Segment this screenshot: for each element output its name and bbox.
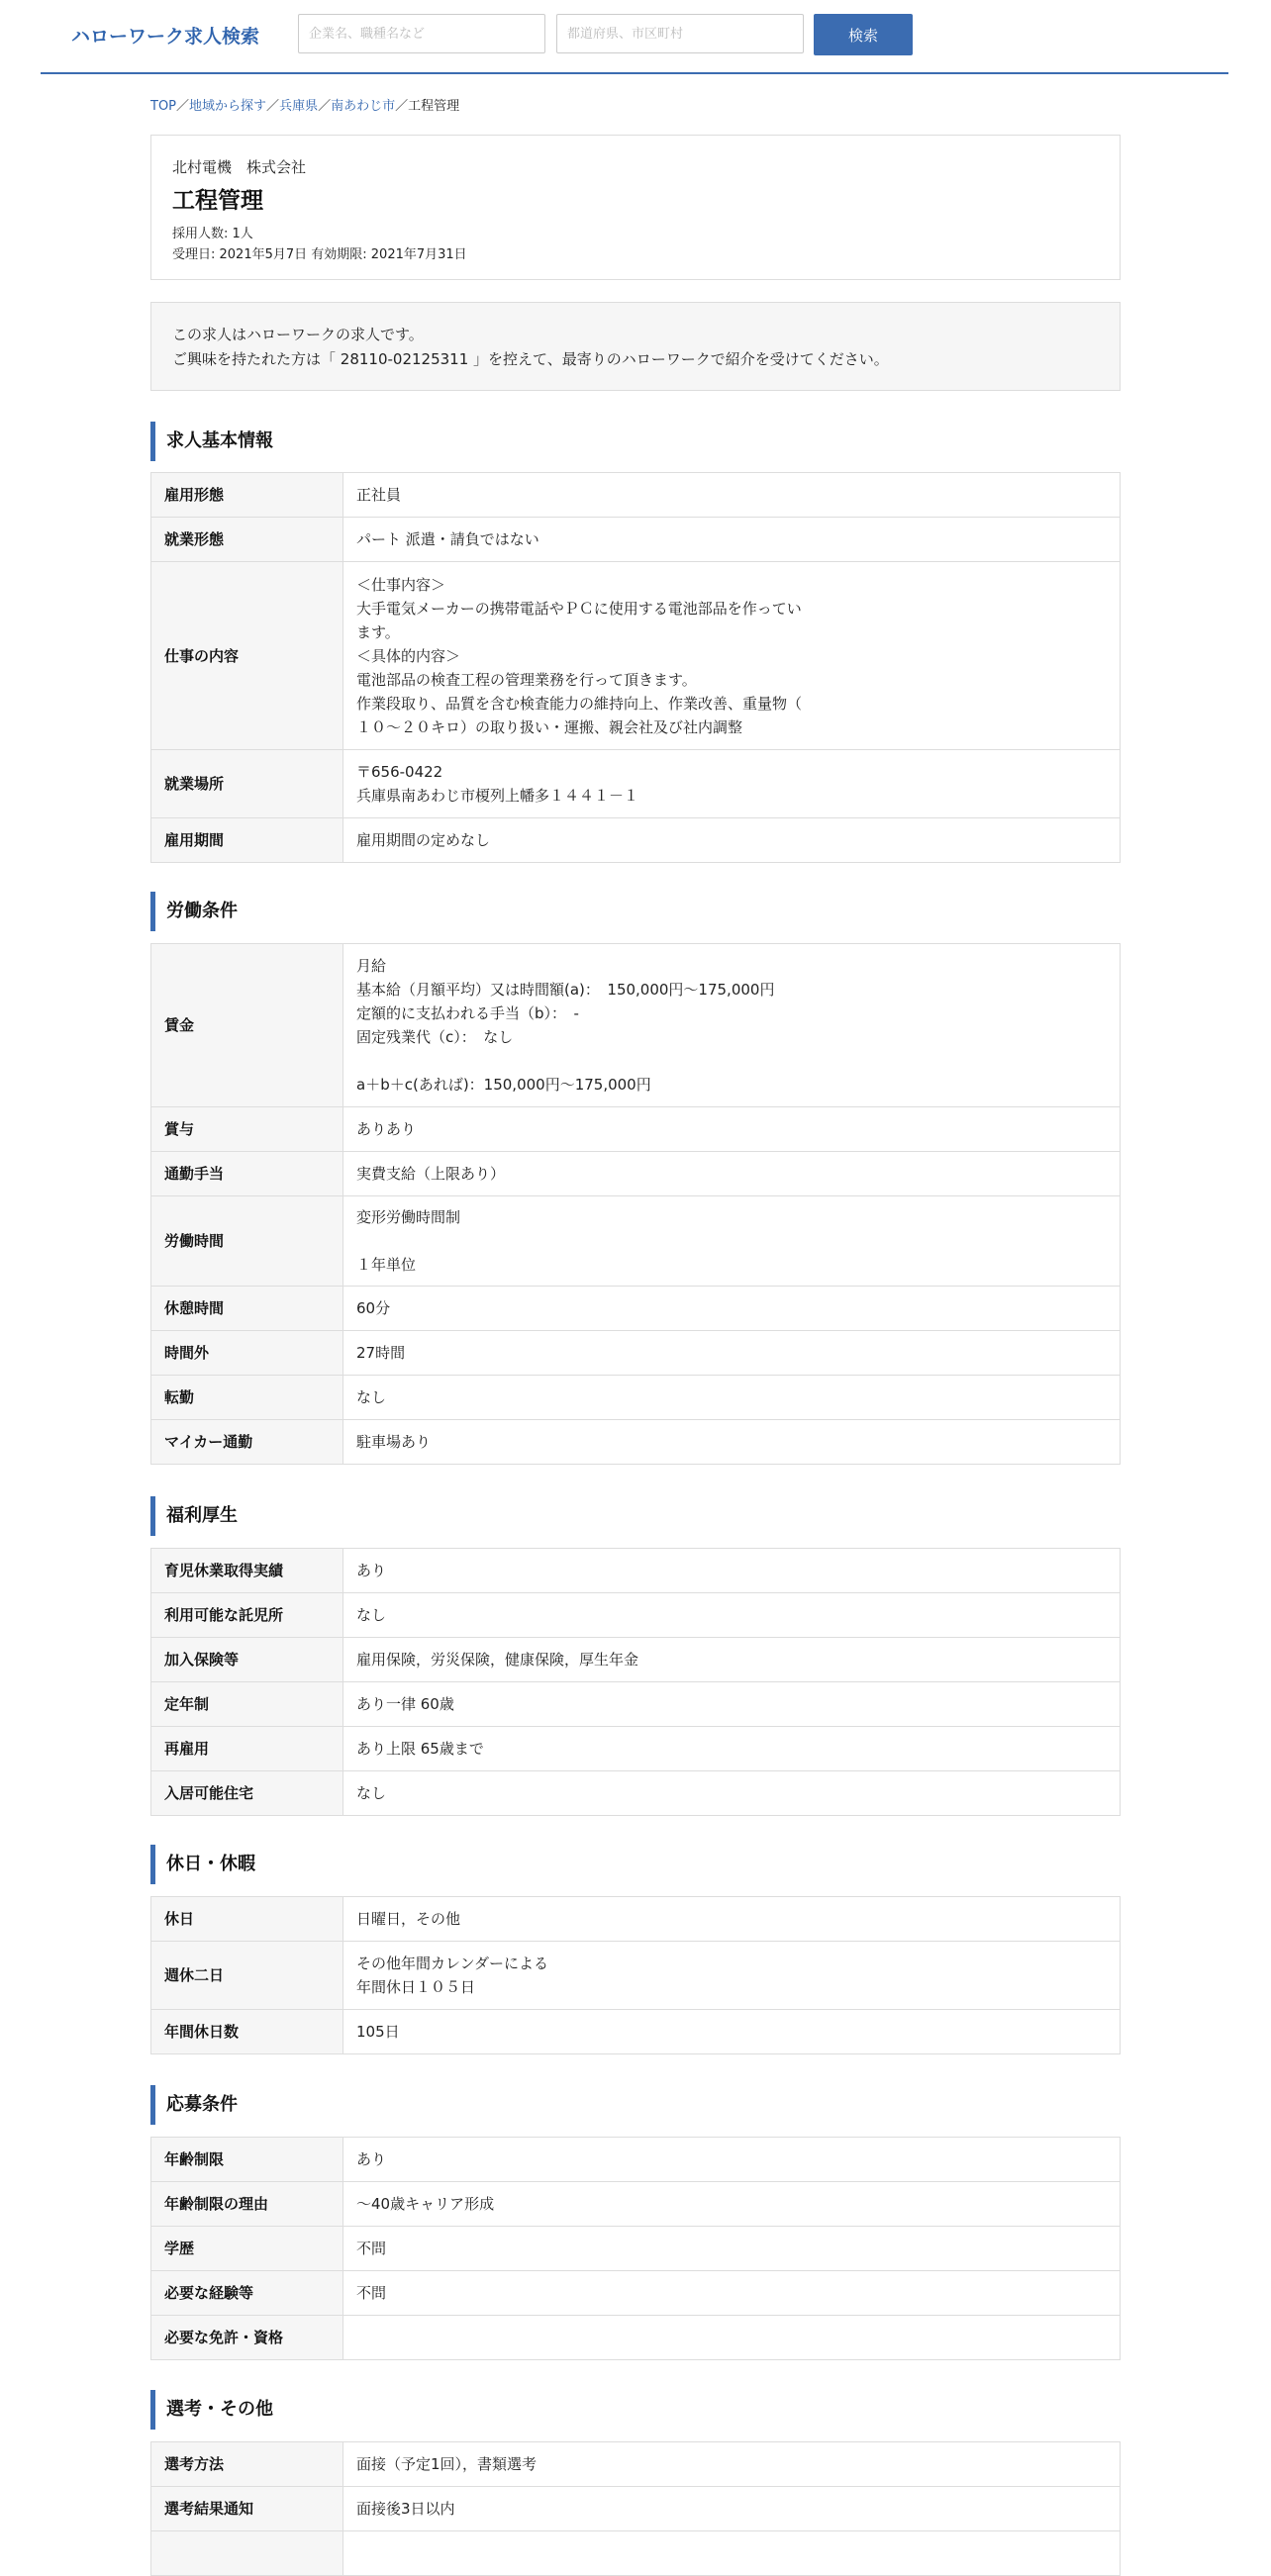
row-label: 賞与 [151, 1107, 343, 1152]
breadcrumb-separator: ／ [176, 99, 190, 114]
row-label: 選考方法 [151, 2442, 343, 2487]
table-row [151, 1107, 1121, 1152]
site-logo[interactable]: ハローワーク求人検索 [71, 26, 260, 48]
row-value: 雇用期間の定めなし [343, 818, 1121, 863]
row-value: あり一律 60歳 [343, 1682, 1121, 1727]
table-row [151, 1897, 1121, 1942]
breadcrumb-separator: ／ [395, 99, 409, 114]
working-conditions-table [150, 943, 1121, 1465]
row-value: 不問 [343, 2271, 1121, 2316]
breadcrumb-city[interactable]: 南あわじ市 [331, 99, 396, 114]
section-heading-holidays: 休日・休暇 [150, 1845, 447, 1884]
search-button[interactable]: 検索 [814, 14, 913, 55]
row-value: 実費支給（上限あり） [343, 1152, 1121, 1196]
row-value: 駐車場あり [343, 1420, 1121, 1465]
table-row [151, 944, 1121, 1107]
row-label: 転勤 [151, 1376, 343, 1420]
selection-table [150, 2441, 1121, 2576]
table-row [151, 2010, 1121, 2054]
posting-dates: 受理日: 2021年5月7日 有効期限: 2021年7月31日 [172, 247, 467, 262]
table-row [151, 1331, 1121, 1376]
basic-info-table [150, 472, 1121, 863]
hellowork-notice [150, 302, 1121, 391]
row-value: あり上限 65歳まで [343, 1727, 1121, 1771]
row-label: 週休二日 [151, 1942, 343, 2010]
table-row [151, 1771, 1121, 1816]
row-label: 年齢制限 [151, 2138, 343, 2182]
table-row [151, 2531, 1121, 2576]
row-value: 正社員 [343, 473, 1121, 518]
section-heading-application-requirements: 応募条件 [150, 2085, 447, 2125]
breadcrumb-separator: ／ [318, 99, 332, 114]
row-label: 入居可能住宅 [151, 1771, 343, 1816]
table-row [151, 562, 1121, 750]
breadcrumb [150, 95, 459, 114]
row-label: 定年制 [151, 1682, 343, 1727]
row-value [343, 2531, 1121, 2576]
table-row [151, 2487, 1121, 2531]
breadcrumb-top[interactable]: TOP [150, 99, 177, 114]
job-title: 工程管理 [172, 188, 263, 214]
site-header [41, 0, 1228, 74]
table-row [151, 1682, 1121, 1727]
hire-count: 採用人数: 1人 [172, 227, 253, 241]
row-value: あり [343, 1549, 1121, 1593]
table-row [151, 1152, 1121, 1196]
row-label: 学歴 [151, 2227, 343, 2271]
row-value [343, 2316, 1121, 2360]
row-value: 〜40歳キャリア形成 [343, 2182, 1121, 2227]
row-label: 通勤手当 [151, 1152, 343, 1196]
row-value: 60分 [343, 1287, 1121, 1331]
row-label: 年齢制限の理由 [151, 2182, 343, 2227]
breadcrumb-separator: ／ [266, 99, 280, 114]
table-row [151, 818, 1121, 863]
application-requirements-table [150, 2137, 1121, 2360]
section-heading-selection: 選考・その他 [150, 2390, 447, 2430]
row-value: 面接後3日以内 [343, 2487, 1121, 2531]
notice-line-2: ご興味を持たれた方は「 28110-02125311 」を控えて、最寄りのハローワークで紹介を受けてください。 [172, 350, 889, 368]
benefits-table [150, 1548, 1121, 1816]
row-value: 日曜日，その他 [343, 1897, 1121, 1942]
row-value: なし [343, 1593, 1121, 1638]
row-label: 加入保険等 [151, 1638, 343, 1682]
table-row [151, 2182, 1121, 2227]
row-label: 休日 [151, 1897, 343, 1942]
row-value: その他年間カレンダーによる 年間休日１０５日 [343, 1942, 1121, 2010]
holidays-table [150, 1896, 1121, 2054]
row-label: 時間外 [151, 1331, 343, 1376]
section-heading-benefits: 福利厚生 [150, 1496, 447, 1536]
table-row [151, 750, 1121, 818]
table-row [151, 473, 1121, 518]
table-row [151, 1376, 1121, 1420]
row-label: 賃金 [151, 944, 343, 1107]
row-label: 再雇用 [151, 1727, 343, 1771]
row-value: 変形労働時間制 １年単位 [343, 1196, 1121, 1287]
table-row [151, 2227, 1121, 2271]
table-row [151, 1942, 1121, 2010]
row-value: 105日 [343, 2010, 1121, 2054]
table-row [151, 2442, 1121, 2487]
row-value: 〒656-0422 兵庫県南あわじ市榎列上幡多１４４１－１ [343, 750, 1121, 818]
table-row [151, 1638, 1121, 1682]
row-label: 必要な免許・資格 [151, 2316, 343, 2360]
row-label: 選考結果通知 [151, 2487, 343, 2531]
row-value: 27時間 [343, 1331, 1121, 1376]
row-value: パート 派遣・請負ではない [343, 518, 1121, 562]
row-label: 労働時間 [151, 1196, 343, 1287]
row-label: 就業形態 [151, 518, 343, 562]
row-label: 雇用形態 [151, 473, 343, 518]
row-label: 就業場所 [151, 750, 343, 818]
row-value: 月給 基本給（月額平均）又は時間額(a)： 150,000円〜175,000円 定額的に支払われる手当（b）： - 固定残業代（c）： なし a＋b＋c(あれば)：150,000円〜175,000円 [343, 944, 1121, 1107]
row-label: 利用可能な託児所 [151, 1593, 343, 1638]
row-value: 不問 [343, 2227, 1121, 2271]
table-row [151, 1287, 1121, 1331]
table-row [151, 2138, 1121, 2182]
row-value: 面接（予定1回），書類選考 [343, 2442, 1121, 2487]
row-value: ありあり [343, 1107, 1121, 1152]
job-summary-card [150, 135, 1121, 280]
row-label: 育児休業取得実績 [151, 1549, 343, 1593]
breadcrumb-region[interactable]: 地域から探す [189, 99, 267, 114]
table-row [151, 1593, 1121, 1638]
row-label: 必要な経験等 [151, 2271, 343, 2316]
location-search-input[interactable] [556, 14, 804, 53]
table-row [151, 518, 1121, 562]
breadcrumb-current: 工程管理 [408, 99, 460, 114]
table-row [151, 1420, 1121, 1465]
row-value: なし [343, 1771, 1121, 1816]
table-row [151, 1549, 1121, 1593]
table-row [151, 1727, 1121, 1771]
row-label: 雇用期間 [151, 818, 343, 863]
table-row [151, 2316, 1121, 2360]
row-label: マイカー通勤 [151, 1420, 343, 1465]
table-row [151, 2271, 1121, 2316]
keyword-search-input[interactable] [298, 14, 545, 53]
row-value: なし [343, 1376, 1121, 1420]
section-heading-basic-info: 求人基本情報 [150, 422, 447, 461]
breadcrumb-prefecture[interactable]: 兵庫県 [279, 99, 319, 114]
section-heading-working-conditions: 労働条件 [150, 892, 447, 931]
row-label: 仕事の内容 [151, 562, 343, 750]
row-label [151, 2531, 343, 2576]
row-value: 雇用保険，労災保険，健康保険，厚生年金 [343, 1638, 1121, 1682]
row-value: あり [343, 2138, 1121, 2182]
notice-line-1: この求人はハローワークの求人です。 [172, 326, 424, 343]
company-name: 北村電機 株式会社 [172, 158, 307, 176]
table-row [151, 1196, 1121, 1287]
row-value: ＜仕事内容＞ 大手電気メーカーの携帯電話やＰＣに使用する電池部品を作ってい ます。 ＜具体的内容＞ 電池部品の検査工程の管理業務を行って頂きます。 作業段取り、品質を含む検査能力の維持向上、作業改善、重量物（ １０～２０キロ）の取り扱い・運搬、親会社及び社内調整 [343, 562, 1121, 750]
row-label: 休憩時間 [151, 1287, 343, 1331]
row-label: 年間休日数 [151, 2010, 343, 2054]
